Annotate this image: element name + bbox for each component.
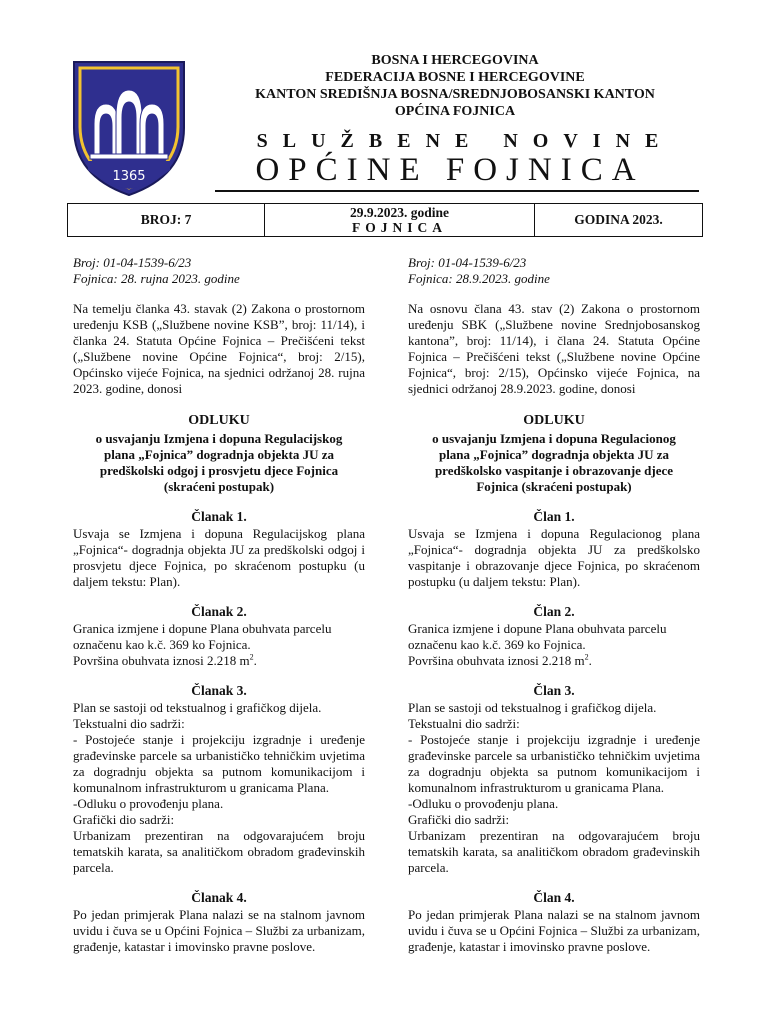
issue-year: GODINA 2023.	[574, 212, 663, 227]
decision-title: ODLUKU	[188, 413, 250, 428]
gazette-title: OPĆINE FOJNICA	[255, 152, 645, 188]
article-3-line-6: Urbanizam prezentiran na odgovarajućem broju tematskih karata, sa analitičkom obradom građevinskih parcela.	[408, 828, 700, 875]
decision-column-bosnian	[408, 255, 700, 955]
article-3-line-4: -Odluku o provođenju plana.	[73, 796, 224, 811]
article-3-line-1: Plan se sastoji od tekstualnog i grafičkog dijela.	[73, 700, 322, 715]
issuer-line-country: BOSNA I HERCEGOVINA	[371, 53, 539, 68]
decision-subtitle: o usvajanju Izmjena i dopuna Regulacijskog plana „Fojnica” dogradnja objekta JU za predškolski odgoj i prosvjetu djece Fojnica (skraćeni postupak)	[95, 431, 343, 494]
area-unit-exponent: 2	[584, 652, 589, 662]
article-3-line-5: Grafički dio sadrži:	[73, 812, 175, 827]
decision-column-croatian	[73, 255, 365, 955]
issue-info-table	[67, 203, 703, 237]
area-unit-exponent: 2	[249, 652, 254, 662]
article-3-line-3: - Postojeće stanje i projekciju izgradnje i uređenje građevinske parcele sa urbanističko tehničkim uvjetima za dogradnju objekta sa putnom komunikacijom i komunalnom infrastrukturom u granicama Plana.	[73, 732, 365, 795]
decision-title: ODLUKU	[523, 413, 585, 428]
issue-date-place	[265, 204, 535, 236]
gazette-subtitle: SLUŽBENE NOVINE	[256, 130, 674, 152]
article-3-heading: Član 3.	[533, 683, 575, 698]
issue-number: BROJ: 7	[68, 204, 265, 236]
gazette-header	[0, 0, 770, 200]
issuer-line-federation: FEDERACIJA BOSNE I HERCEGOVINE	[325, 70, 585, 85]
issuer-line-canton: KANTON SREDIŠNJA BOSNA/SREDNJOBOSANSKI KANTON	[255, 87, 655, 102]
decision-subtitle: o usvajanju Izmjena i dopuna Regulacionog plana „Fojnica” dogradnja objekta JU za predškolsko vaspitanje i obrazovanje djece Fojnica (skraćeni postupak)	[432, 431, 676, 494]
article-3-line-3: - Postojeće stanje i projekciju izgradnje i uređenje građevinske parcele sa urbanističko tehničkim uvjetima za dogradnju objekta sa putnom komunikacijom i komunalnom infrastrukturom u granicama Plana.	[408, 732, 700, 795]
article-3-line-5: Grafički dio sadrži:	[408, 812, 510, 827]
article-3-line-2: Tekstualni dio sadrži:	[408, 716, 520, 731]
area-text: Površina obuhvata iznosi 2.218 m	[73, 653, 250, 668]
article-4-text: Po jedan primjerak Plana nalazi se na stalnom javnom uvidu i čuva se u Općini Fojnica – Službi za urbanizam, građenje, katastar i imovinsko pravne poslove.	[73, 907, 365, 954]
municipality-crest-icon	[70, 58, 188, 198]
article-2-heading: Članak 2.	[191, 604, 247, 619]
reference-number: Broj: 01-04-1539-6/23	[73, 255, 192, 270]
article-3-heading: Članak 3.	[191, 683, 247, 698]
article-2-heading: Član 2.	[533, 604, 575, 619]
article-1-heading: Član 1.	[533, 509, 575, 524]
article-2-text: Granica izmjene i dopune Plana obuhvata parcelu označenu kao k.č. 369 ko Fojnica.	[73, 621, 332, 652]
article-1-heading: Članak 1.	[191, 509, 247, 524]
issue-date: 29.9.2023. godine	[349, 205, 449, 220]
article-3-line-1: Plan se sastoji od tekstualnog i grafičkog dijela.	[408, 700, 657, 715]
article-3-line-6: Urbanizam prezentiran na odgovarajućem broju tematskih karata, sa analitičkom obradom građevinskih parcela.	[73, 828, 365, 875]
reference-date: Fojnica: 28. rujna 2023. godine	[73, 271, 240, 286]
article-4-heading: Članak 4.	[191, 890, 247, 905]
article-1-text: Usvaja se Izmjena i dopuna Regulacionog plana „Fojnica“- dogradnja objekta JU za predškolsko vaspitanje i obrazovanje djece Fojnica, po skraćenom postupku (u daljem tekstu: Plan).	[408, 526, 700, 589]
issue-place: FOJNICA	[352, 220, 447, 235]
reference-date: Fojnica: 28.9.2023. godine	[408, 271, 550, 286]
reference-number: Broj: 01-04-1539-6/23	[408, 255, 527, 270]
preamble: Na osnovu člana 43. stav (2) Zakona o prostornom uređenju SBK („Službene novine Srednjobosanskog kantona”, broj: 11/14), i člana 24. Statuta Općine Fojnica – Prečišćeni tekst („Službene novine Općine Fojnica“, broj: 2/15), Općinsko vijeće Fojnica, na sjednici održanoj 28.9.2023. godine, donosi	[408, 301, 700, 396]
crest-year: 1365	[112, 169, 146, 184]
article-2-area: Površina obuhvata iznosi 2.218 $m^2$.	[73, 652, 257, 668]
article-1-text: Usvaja se Izmjena i dopuna Regulacijskog plana „Fojnica“- dogradnja objekta JU za predškolski odgoj i prosvjetu djece Fojnica, po skraćenom postupku (u daljem tekstu: Plan).	[73, 526, 365, 589]
article-3-line-2: Tekstualni dio sadrži:	[73, 716, 185, 731]
area-text: Površina obuhvata iznosi 2.218 m	[408, 653, 585, 668]
article-4-heading: Član 4.	[533, 890, 575, 905]
article-4-text: Po jedan primjerak Plana nalazi se na stalnom javnom uvidu i čuva se u Općini Fojnica – Službi za urbanizam, građenje, katastar i imovinsko pravne poslove.	[408, 907, 700, 954]
preamble: Na temelju članka 43. stavak (2) Zakona o prostornom uređenju KSB („Službene novine KSB”, broj: 11/14), i članka 24. Statuta Općine Fojnica – Prečišćeni tekst („Službene novine Općine Fojnica“, broj: 2/15), Općinsko vijeće Fojnica, na sjednici održanoj 28. rujna 2023. godine, donosi	[73, 301, 365, 396]
article-3-line-4: -Odluku o provođenju plana.	[408, 796, 559, 811]
header-divider	[215, 190, 699, 192]
issuer-line-municipality: OPĆINA FOJNICA	[394, 104, 516, 119]
issuer-lines	[210, 52, 700, 120]
article-2-area: Površina obuhvata iznosi 2.218 $m^2$.	[408, 652, 592, 668]
article-2-text: Granica izmjene i dopune Plana obuhvata parcelu označenu kao k.č. 369 ko Fojnica.	[408, 621, 667, 652]
